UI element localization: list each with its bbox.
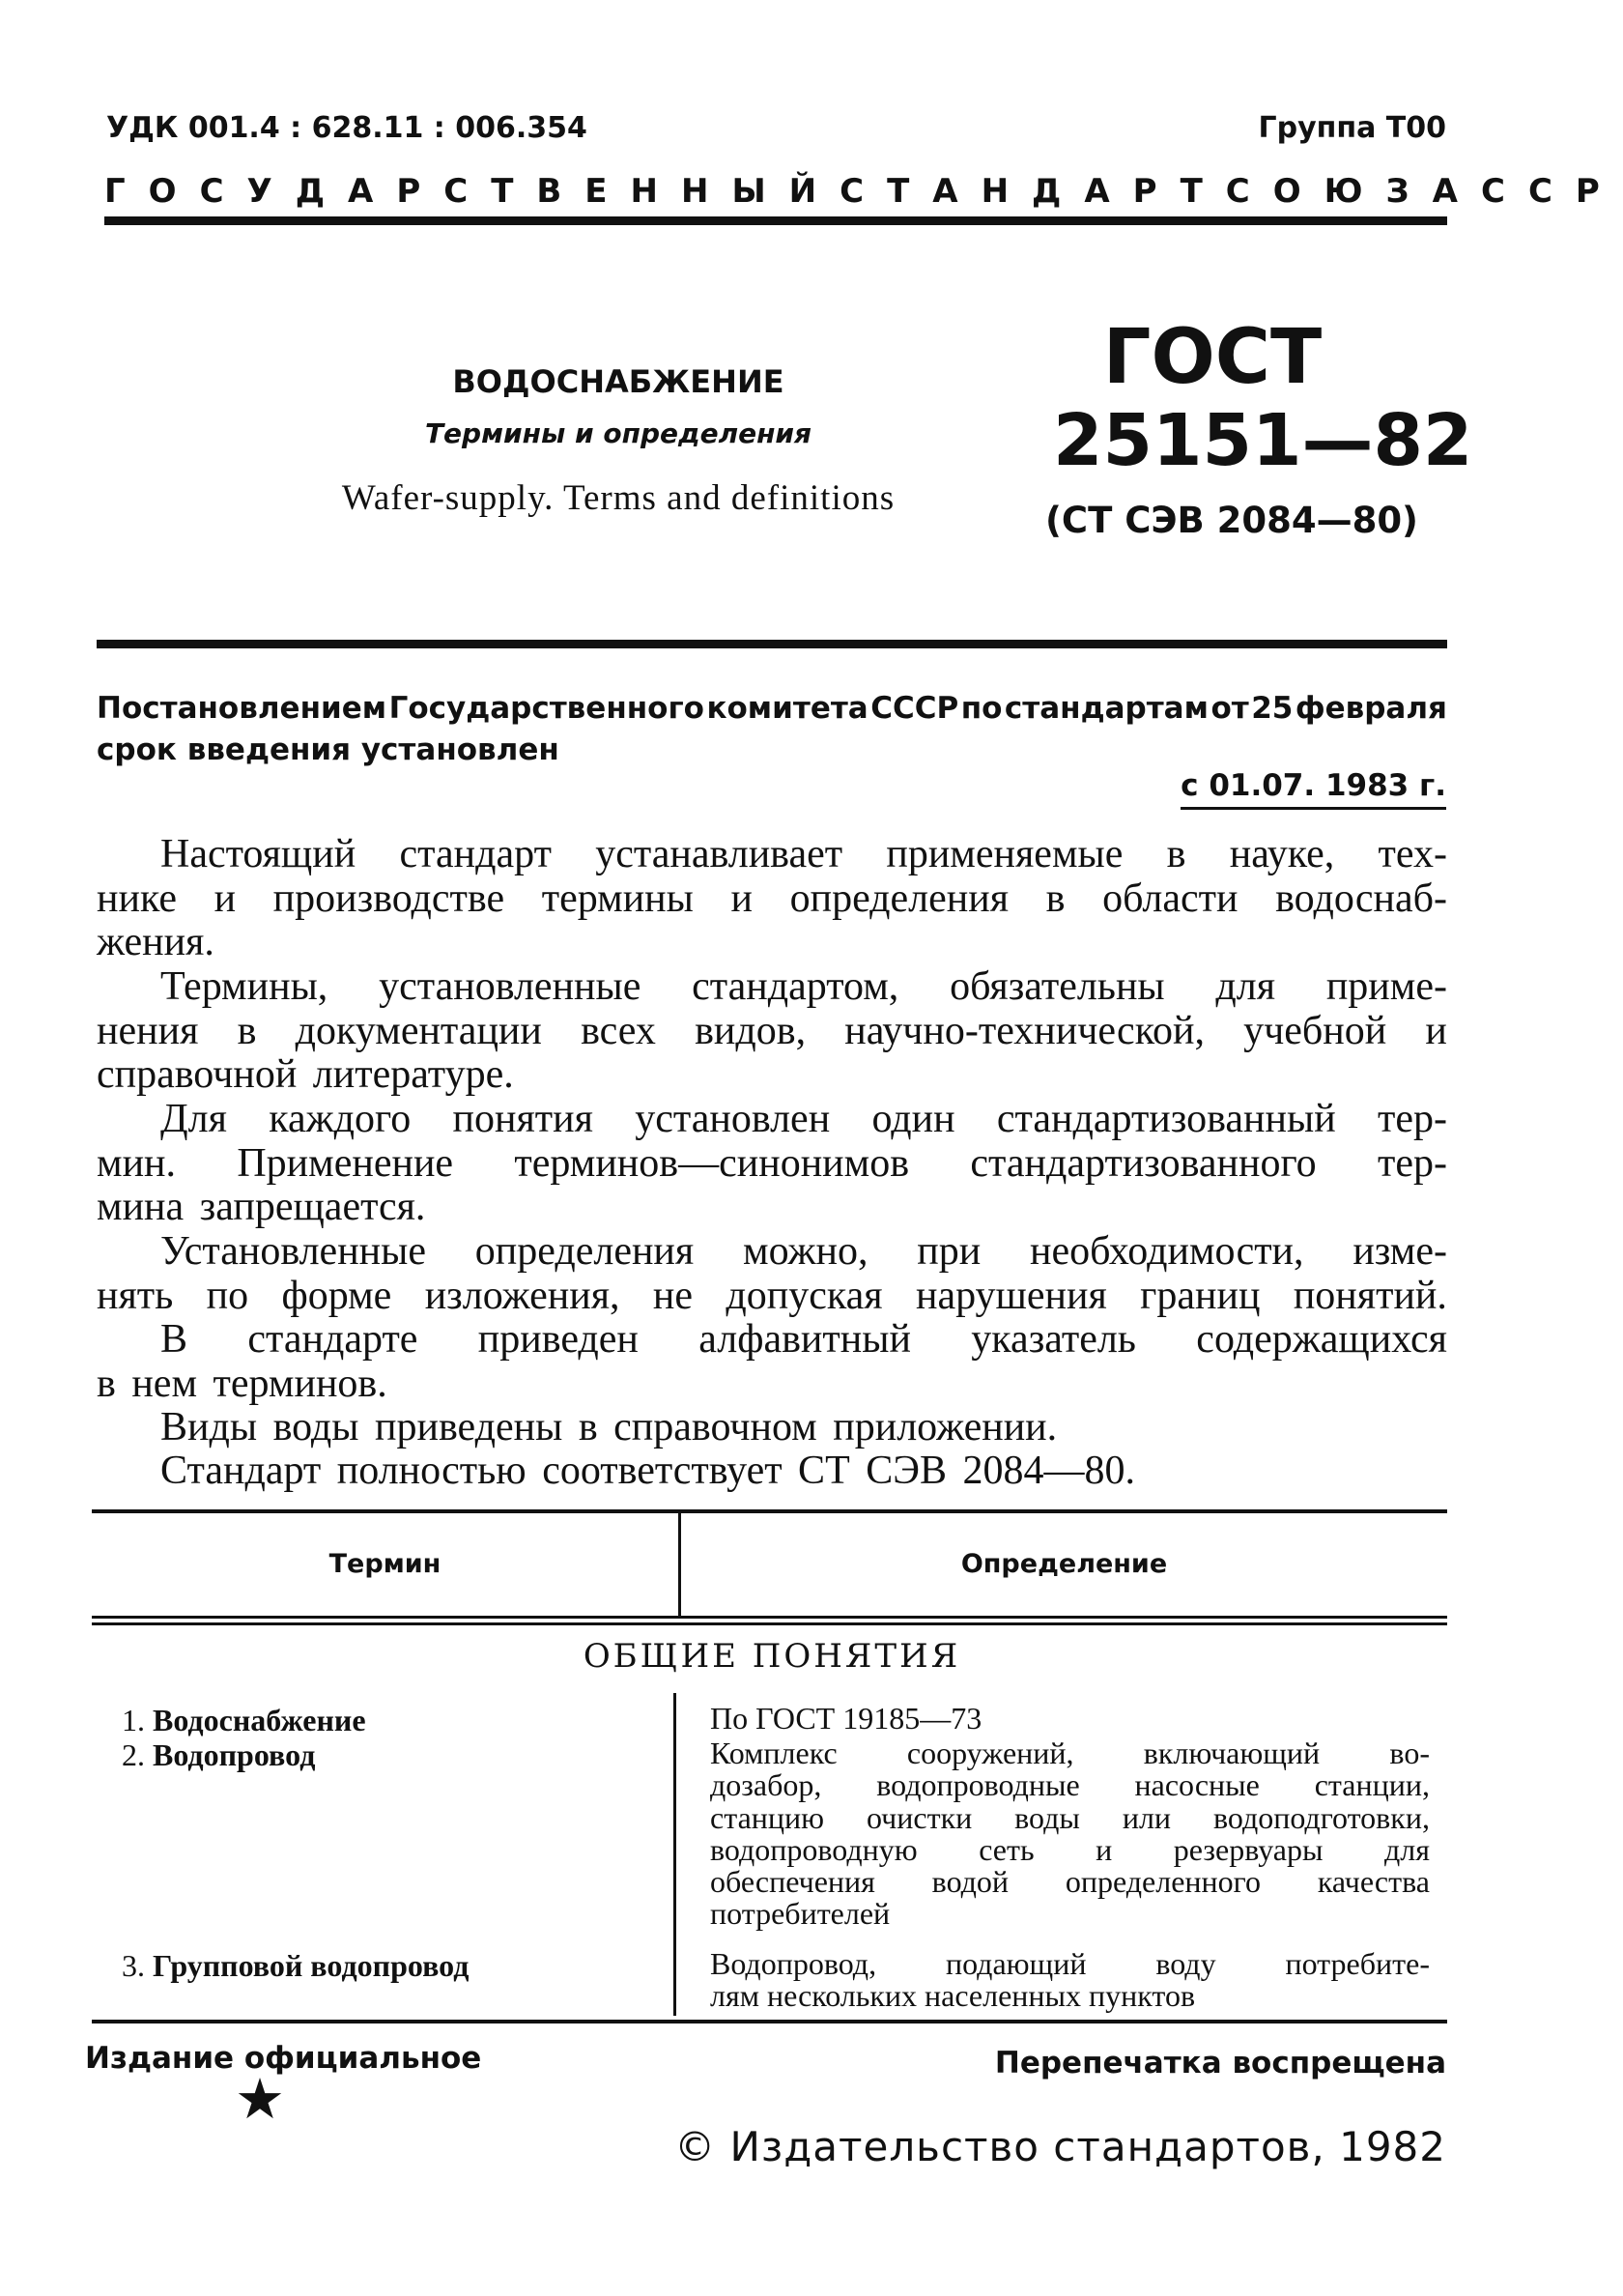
- text-line: [97, 1275, 1447, 1319]
- paragraph-mandatory: [97, 965, 1447, 1098]
- word: для: [1384, 1831, 1430, 1867]
- banner-word: СОЮЗА: [1225, 172, 1481, 211]
- word: СССР: [870, 691, 959, 726]
- word: дозабор,: [710, 1767, 822, 1803]
- word: резервуары: [1173, 1831, 1324, 1867]
- word: станцию: [710, 1799, 825, 1835]
- word: один: [871, 1097, 955, 1141]
- table-row-term: [122, 1737, 315, 1773]
- word: Комплекс: [710, 1736, 838, 1770]
- word: установлен: [635, 1097, 831, 1141]
- word: всех: [581, 1008, 656, 1053]
- term-number: 1.: [122, 1703, 145, 1737]
- word: от: [1210, 691, 1249, 726]
- paragraph-index: [97, 1318, 1447, 1406]
- text-line: мина запрещается.: [97, 1185, 426, 1229]
- word: по: [206, 1273, 249, 1318]
- word: границ: [1140, 1273, 1261, 1318]
- word: понятий.: [1293, 1273, 1447, 1318]
- word: обеспечения: [710, 1864, 875, 1900]
- word: или: [1122, 1799, 1172, 1835]
- table-row-definition: [710, 1737, 1430, 1931]
- word: нения: [97, 1008, 199, 1053]
- word: потребите-: [1285, 1946, 1430, 1981]
- text-line: [97, 1318, 1447, 1363]
- paragraph-scope: [97, 833, 1447, 965]
- word: терминов—синонимов: [514, 1140, 910, 1186]
- word: стандартизованный: [996, 1097, 1336, 1141]
- word: станции,: [1314, 1767, 1430, 1803]
- word: допуская: [726, 1273, 883, 1318]
- top-rule: [104, 216, 1447, 225]
- word: сеть: [979, 1831, 1035, 1867]
- decree-line-2: срок введения установлен: [97, 732, 559, 767]
- decree-line-1: [97, 691, 1447, 726]
- word: изложения,: [424, 1273, 620, 1318]
- word: тех-: [1378, 832, 1447, 876]
- paragraph-appendix: [97, 1406, 1447, 1450]
- cmea-reference: (СТ СЭВ 2084—80): [1045, 500, 1418, 541]
- word: определения: [789, 875, 1010, 921]
- section-heading: ОБЩИЕ ПОНЯТИЯ: [583, 1637, 961, 1676]
- word: приме-: [1325, 964, 1447, 1009]
- word: установленные: [379, 964, 641, 1009]
- word: для: [1215, 964, 1276, 1009]
- word: Постановлением: [97, 691, 387, 726]
- word: определенного: [1065, 1864, 1261, 1900]
- word: каждого: [269, 1097, 412, 1141]
- term-number: 3.: [122, 1948, 145, 1983]
- text-line: [97, 1098, 1447, 1142]
- word: при: [917, 1229, 982, 1274]
- paragraph-compliance: [97, 1449, 1447, 1494]
- word: тер-: [1377, 1097, 1447, 1141]
- word: нике: [97, 875, 177, 921]
- word: стандартизованного: [970, 1140, 1317, 1186]
- word: понятия: [452, 1097, 593, 1141]
- definition-line: [710, 1769, 1430, 1801]
- word: качества: [1317, 1864, 1430, 1900]
- definition-line: По ГОСТ 19185—73: [710, 1701, 982, 1736]
- word: видов,: [695, 1008, 807, 1053]
- word: стандартом,: [692, 964, 899, 1009]
- definition-line: [710, 1948, 1430, 1980]
- word: по: [960, 691, 1003, 726]
- text-line: справочной литературе.: [97, 1052, 514, 1097]
- definition-line: [710, 1866, 1430, 1898]
- text-line: [97, 1010, 1447, 1054]
- word: необходимости,: [1030, 1229, 1304, 1274]
- word: в: [1045, 875, 1066, 921]
- word: применяемые: [886, 832, 1124, 876]
- word: водоподготовки,: [1212, 1799, 1430, 1835]
- text-line: [97, 833, 1447, 877]
- banner-word: ССР: [1481, 172, 1623, 211]
- term-name: Водоснабжение: [153, 1703, 366, 1737]
- word: форме: [281, 1273, 392, 1318]
- word: можно,: [743, 1229, 868, 1274]
- word: Водопровод,: [710, 1946, 877, 1981]
- column-header-term: Термин: [328, 1549, 441, 1579]
- word: не: [652, 1273, 694, 1318]
- table-row-term: [122, 1948, 469, 1984]
- word: подающий: [945, 1946, 1087, 1981]
- word: обязательны: [950, 964, 1165, 1009]
- word: изме-: [1352, 1229, 1447, 1274]
- word: приведен: [477, 1317, 639, 1362]
- word: тер-: [1377, 1140, 1447, 1186]
- official-edition-label: Издание официальное: [85, 2041, 482, 2076]
- word: нарушения: [915, 1273, 1107, 1318]
- text-line: Стандарт полностью соответствует СТ СЭВ 2084—80.: [160, 1449, 1135, 1493]
- table-bottom-rule: [92, 2020, 1447, 2023]
- word: области: [1102, 875, 1239, 921]
- banner-word: ГОСУДАРСТВЕННЫЙ: [104, 172, 840, 211]
- text-line: [97, 1142, 1447, 1187]
- word: В: [160, 1317, 188, 1362]
- word: Применение: [237, 1140, 454, 1186]
- text-line: [97, 965, 1447, 1010]
- table-header-rule: [92, 1616, 1447, 1619]
- word: учебной: [1243, 1008, 1387, 1053]
- word: водопроводные: [876, 1767, 1080, 1803]
- word: и: [1096, 1831, 1113, 1867]
- definition-line: потребителей: [710, 1896, 891, 1932]
- word: стандартам: [1004, 691, 1209, 726]
- gost-number: 25151—82: [1053, 399, 1473, 482]
- word: алфавитный: [698, 1317, 911, 1362]
- word: сооружений,: [906, 1736, 1074, 1770]
- text-line: в нем терминов.: [97, 1361, 387, 1406]
- section-rule: [97, 640, 1447, 648]
- word: водопроводную: [710, 1831, 918, 1867]
- document-title: ВОДОСНАБЖЕНИЕ: [452, 363, 784, 400]
- document-subtitle: Термины и определения: [424, 417, 812, 449]
- word: определения: [474, 1229, 695, 1274]
- paragraph-synonyms: [97, 1098, 1447, 1230]
- word: во-: [1389, 1736, 1430, 1770]
- word: водоснаб-: [1275, 875, 1447, 921]
- definition-line: лям нескольких населенных пунктов: [710, 1978, 1196, 2014]
- word: 25: [1251, 691, 1294, 726]
- text-line: [97, 1230, 1447, 1275]
- word: Установленные: [160, 1229, 427, 1274]
- text-line: Виды воды приведены в справочном приложении.: [160, 1405, 1058, 1449]
- column-header-definition: Определение: [960, 1549, 1168, 1579]
- definition-line: [710, 1737, 1430, 1769]
- star-icon: ★: [235, 2066, 285, 2132]
- term-name: Групповой водопровод: [153, 1948, 470, 1983]
- document-title-english: Wafer-supply. Terms and definitions: [341, 478, 896, 518]
- text-line: жения.: [97, 920, 214, 964]
- word: в: [237, 1008, 257, 1053]
- table-row-definition: [710, 1948, 1430, 2013]
- word: и: [730, 875, 753, 921]
- term-name: Водопровод: [153, 1737, 316, 1772]
- word: термины: [541, 875, 694, 921]
- definition-line: [710, 1831, 1430, 1867]
- word: в: [1166, 832, 1186, 876]
- effective-date: с 01.07. 1983 г.: [1181, 768, 1446, 810]
- term-number: 2.: [122, 1737, 145, 1772]
- word: и: [214, 875, 237, 921]
- word: очистки: [866, 1799, 973, 1835]
- reprint-prohibited-label: Перепечатка воспрещена: [994, 2046, 1446, 2081]
- word: стандарте: [247, 1317, 418, 1362]
- word: Термины,: [160, 964, 328, 1009]
- gost-label: ГОСТ: [1102, 314, 1323, 401]
- definition-line: [710, 1799, 1430, 1835]
- word: Государственного: [388, 691, 704, 726]
- text-line: [97, 877, 1447, 922]
- word: и: [1425, 1008, 1447, 1053]
- word: водой: [931, 1864, 1010, 1900]
- word: указатель: [971, 1317, 1136, 1362]
- word: насосные: [1134, 1767, 1260, 1803]
- group-code: Группа Т00: [1258, 111, 1446, 145]
- state-standard-banner: [104, 172, 1623, 211]
- udk-code: УДК 001.4 : 628.11 : 006.354: [106, 111, 587, 145]
- word: февраля: [1295, 691, 1447, 726]
- word: комитета: [706, 691, 868, 726]
- banner-word: СТАНДАРТ: [840, 172, 1226, 211]
- word: воду: [1155, 1946, 1216, 1981]
- table-row-term: [122, 1703, 366, 1738]
- paragraph-definitions: [97, 1230, 1447, 1318]
- table-header-rule: [92, 1622, 1447, 1625]
- word: содержащихся: [1196, 1317, 1447, 1362]
- table-row-definition: [710, 1703, 1430, 1735]
- table-body-divider: [673, 1693, 676, 2016]
- word: воды: [1014, 1799, 1080, 1835]
- word: научно-технической,: [844, 1008, 1205, 1053]
- word: науке,: [1229, 832, 1335, 876]
- word: Настоящий: [160, 832, 356, 876]
- word: мин.: [97, 1140, 177, 1186]
- word: производстве: [272, 875, 505, 921]
- word: Для: [160, 1097, 227, 1141]
- word: документации: [295, 1008, 542, 1053]
- table-top-rule: [92, 1509, 1447, 1513]
- copyright-notice: © Издательство стандартов, 1982: [674, 2123, 1446, 2170]
- word: включающий: [1143, 1736, 1321, 1770]
- word: стандарт: [399, 832, 552, 876]
- word: устанавливает: [595, 832, 843, 876]
- word: нять: [97, 1273, 174, 1318]
